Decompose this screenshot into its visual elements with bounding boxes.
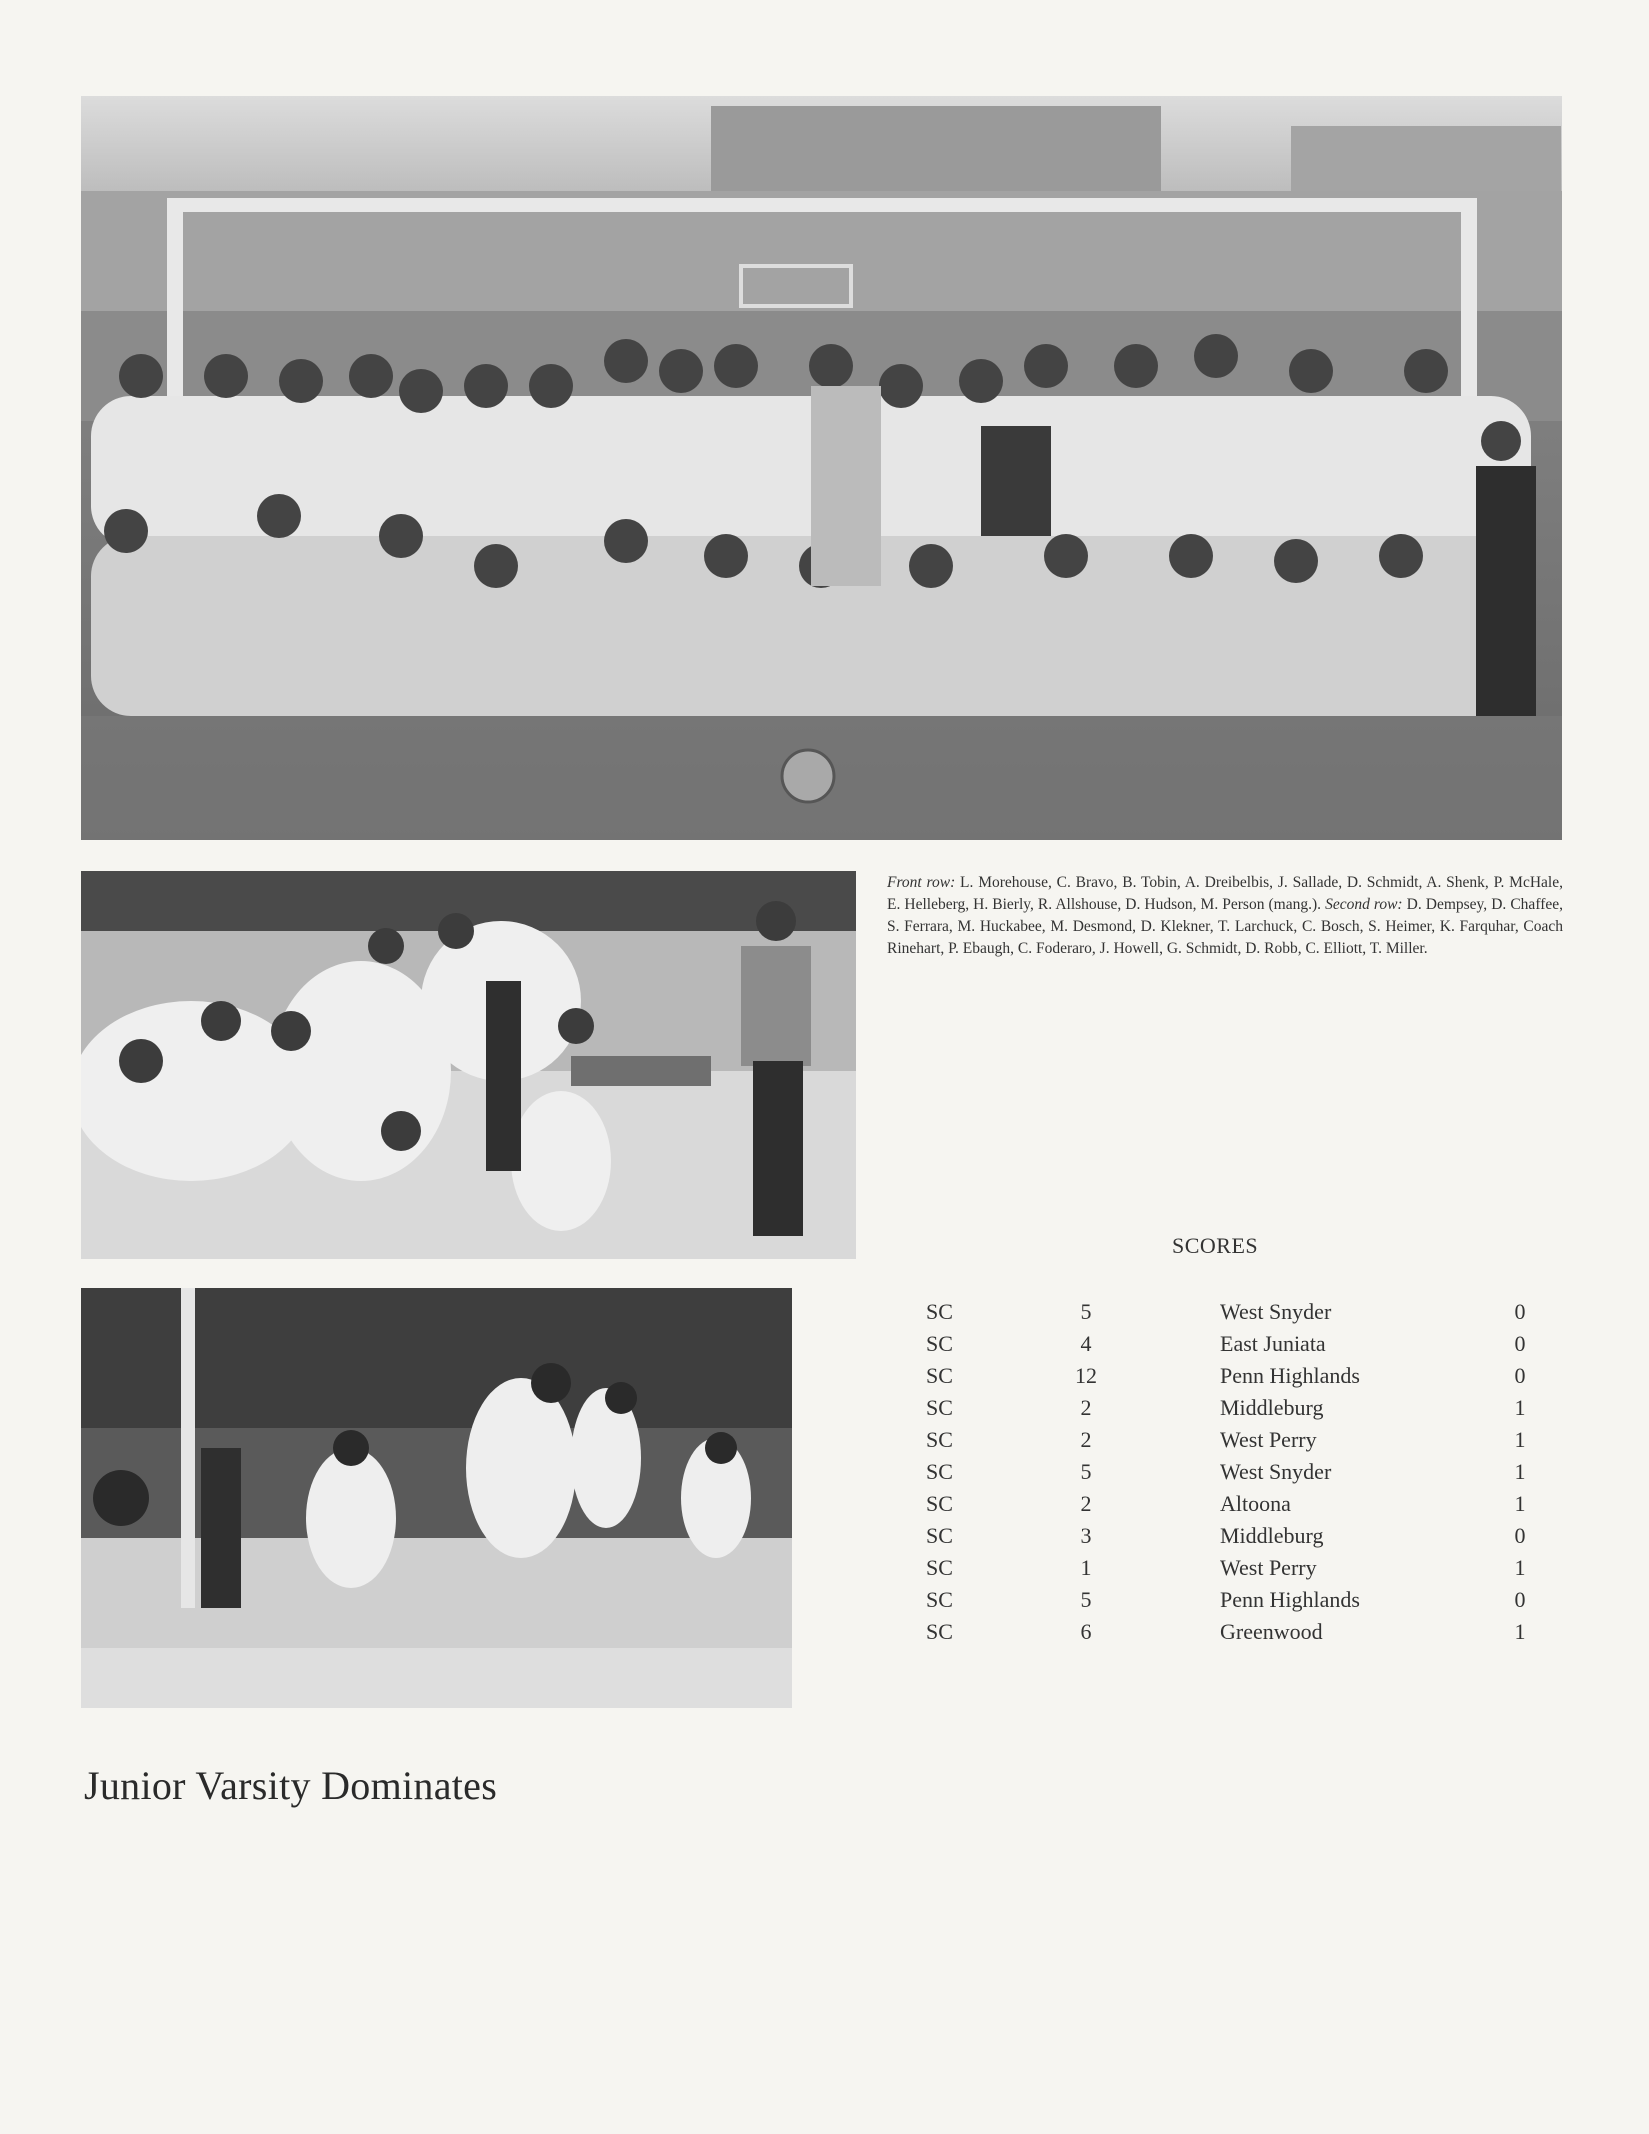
score-row bbox=[926, 1456, 1560, 1488]
opponent-score: 0 bbox=[1514, 1331, 1526, 1356]
spacer bbox=[1146, 1424, 1220, 1456]
opponent-name: West Snyder bbox=[1220, 1459, 1332, 1484]
team-score: 1 bbox=[1080, 1555, 1092, 1580]
score-row bbox=[926, 1392, 1560, 1424]
opponent-name: Middleburg bbox=[1220, 1395, 1324, 1420]
team-name: SC bbox=[926, 1555, 953, 1580]
front-row-names: L. Morehouse, C. Bravo, B. Tobin, A. Dreibelbis, J. Sallade, D. Schmidt, A. Shenk, P. McHale, E. Helleberg, H. Bierly, R. Allshouse, D. Hudson, M. Person (mang.). bbox=[887, 874, 1563, 913]
action-photo bbox=[81, 1288, 792, 1708]
opponent-score: 1 bbox=[1514, 1427, 1526, 1452]
score-row bbox=[926, 1584, 1560, 1616]
score-row bbox=[926, 1616, 1560, 1648]
spacer bbox=[1146, 1520, 1220, 1552]
score-row bbox=[926, 1328, 1560, 1360]
front-row-label: Front row: bbox=[887, 874, 956, 891]
score-row bbox=[926, 1520, 1560, 1552]
score-row bbox=[926, 1488, 1560, 1520]
team-score: 2 bbox=[1080, 1427, 1092, 1452]
opponent-name: Greenwood bbox=[1220, 1619, 1323, 1644]
opponent-name: Altoona bbox=[1220, 1491, 1291, 1516]
team-score: 2 bbox=[1080, 1491, 1092, 1516]
opponent-name: Penn Highlands bbox=[1220, 1587, 1360, 1612]
team-photo bbox=[81, 96, 1562, 840]
photo-caption bbox=[887, 872, 1563, 960]
score-row bbox=[926, 1296, 1560, 1328]
opponent-name: West Snyder bbox=[1220, 1299, 1332, 1324]
team-name: SC bbox=[926, 1459, 953, 1484]
team-name: SC bbox=[926, 1587, 953, 1612]
opponent-name: West Perry bbox=[1220, 1555, 1317, 1580]
spacer bbox=[1146, 1584, 1220, 1616]
spacer bbox=[1146, 1552, 1220, 1584]
opponent-name: Penn Highlands bbox=[1220, 1363, 1360, 1388]
opponent-score: 0 bbox=[1514, 1363, 1526, 1388]
team-score: 2 bbox=[1080, 1395, 1092, 1420]
team-name: SC bbox=[926, 1331, 953, 1356]
team-name: SC bbox=[926, 1619, 953, 1644]
spacer bbox=[1146, 1616, 1220, 1648]
opponent-score: 0 bbox=[1514, 1523, 1526, 1548]
team-name: SC bbox=[926, 1427, 953, 1452]
team-score: 5 bbox=[1080, 1587, 1092, 1612]
team-name: SC bbox=[926, 1363, 953, 1388]
spacer bbox=[1146, 1328, 1220, 1360]
sideline-photo-image bbox=[81, 871, 856, 1259]
opponent-score: 0 bbox=[1514, 1587, 1526, 1612]
spacer bbox=[1146, 1392, 1220, 1424]
team-name: SC bbox=[926, 1299, 953, 1324]
page-heading: Junior Varsity Dominates bbox=[84, 1763, 498, 1808]
spacer bbox=[1146, 1456, 1220, 1488]
scores-table bbox=[926, 1296, 1560, 1648]
team-name: SC bbox=[926, 1395, 953, 1420]
score-row bbox=[926, 1552, 1560, 1584]
scores-table-body bbox=[926, 1296, 1560, 1648]
opponent-score: 0 bbox=[1514, 1299, 1526, 1324]
team-score: 5 bbox=[1080, 1299, 1092, 1324]
opponent-score: 1 bbox=[1514, 1395, 1526, 1420]
second-row-names: D. Dempsey, D. Chaffee, S. Ferrara, M. Huckabee, M. Desmond, D. Klekner, T. Larchuck, C. Bosch, S. Heimer, K. Farquhar, Coach Rinehart, P. Ebaugh, C. Foderaro, J. Howell, G. Schmidt, D. Robb, C. Elliott, T. Miller. bbox=[887, 896, 1563, 957]
team-photo-image bbox=[81, 96, 1562, 840]
scores-title: SCORES bbox=[1172, 1233, 1259, 1258]
team-name: SC bbox=[926, 1491, 953, 1516]
opponent-score: 1 bbox=[1514, 1619, 1526, 1644]
team-score: 6 bbox=[1080, 1619, 1092, 1644]
team-score: 3 bbox=[1080, 1523, 1092, 1548]
spacer bbox=[1146, 1296, 1220, 1328]
opponent-score: 1 bbox=[1514, 1459, 1526, 1484]
opponent-score: 1 bbox=[1514, 1555, 1526, 1580]
sideline-photo bbox=[81, 871, 856, 1259]
second-row-label: Second row: bbox=[1325, 896, 1403, 913]
team-score: 4 bbox=[1080, 1331, 1092, 1356]
action-photo-image bbox=[81, 1288, 792, 1708]
team-score: 5 bbox=[1080, 1459, 1092, 1484]
spacer bbox=[1146, 1488, 1220, 1520]
opponent-score: 1 bbox=[1514, 1491, 1526, 1516]
opponent-name: West Perry bbox=[1220, 1427, 1317, 1452]
opponent-name: Middleburg bbox=[1220, 1523, 1324, 1548]
team-score: 12 bbox=[1075, 1363, 1097, 1388]
opponent-name: East Juniata bbox=[1220, 1331, 1326, 1356]
spacer bbox=[1146, 1360, 1220, 1392]
team-name: SC bbox=[926, 1523, 953, 1548]
score-row bbox=[926, 1360, 1560, 1392]
score-row bbox=[926, 1424, 1560, 1456]
